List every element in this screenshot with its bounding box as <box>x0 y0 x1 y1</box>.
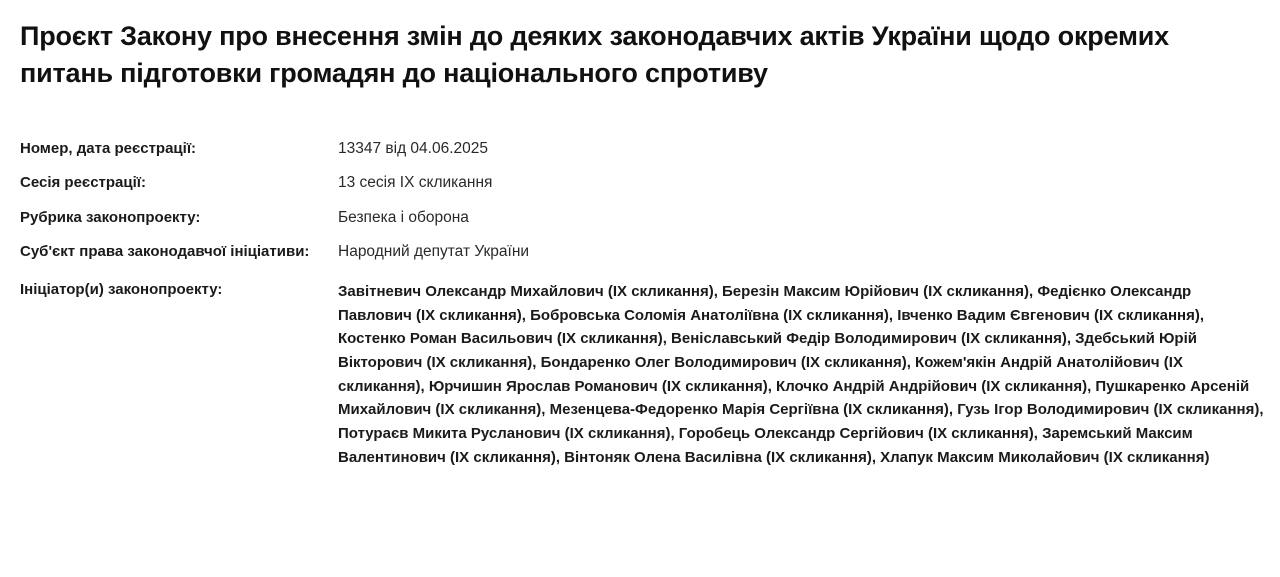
table-row <box>20 173 1265 208</box>
field-label-rubric: Рубрика законопроекту: <box>20 208 201 226</box>
bill-metadata-table <box>20 139 1265 470</box>
table-row <box>20 242 1265 280</box>
field-value-session: 13 сесія IX скликання <box>338 174 493 192</box>
table-row <box>20 280 1265 470</box>
field-value-rubric: Безпека і оборона <box>338 208 469 226</box>
page-title: Проєкт Закону про внесення змін до деяких законодавчих актів України щодо окремих питань підготовки громадян до національного спротиву <box>20 21 1169 89</box>
field-label-registration-number: Номер, дата реєстрації: <box>20 139 197 157</box>
table-row <box>20 208 1265 243</box>
field-value-subject: Народний депутат України <box>338 243 530 261</box>
table-row <box>20 139 1265 174</box>
field-label-subject: Суб'єкт права законодавчої ініціативи: <box>20 243 310 261</box>
field-value-registration-number: 13347 від 04.06.2025 <box>338 139 489 157</box>
field-value-initiators: Завітневич Олександр Михайлович (IX скликання), Березін Максим Юрійович (IX скликання), Федієнко Олександр Павлович (IX скликання), Бобровська Соломія Анатоліївна (IX скликання), Івченко Вадим Євгенович (IX скликання), Костенко Роман Васильович (IX скликання), Веніславський Федір Володимирович (IX скликання), Здебський Юрій Вікторович (IX скликання), Бондаренко Олег Володимирович (IX скликання), Кожем'якін Андрій Анатолійович (IX скликання), Юрчишин Ярослав Романович (IX скликання), Клочко Андрій Андрійович (IX скликання), Пушкаренко Арсеній Михайлович (IX скликання), Мезенцева-Федоренко Марія Сергіївна (IX скликання), Гузь Ігор Володимирович (IX скликання), Потураєв Микита Русланович (IX скликання), Горобець Олександр Сергійович (IX скликання), Заремський Максим Валентинович (IX скликання), Вінтоняк Олена Василівна (IX скликання), Хлапук Максим Миколайович (IX скликання) <box>338 282 1264 466</box>
field-label-initiators: Ініціатор(и) законопроекту: <box>20 280 223 298</box>
field-label-session: Сесія реєстрації: <box>20 174 146 192</box>
